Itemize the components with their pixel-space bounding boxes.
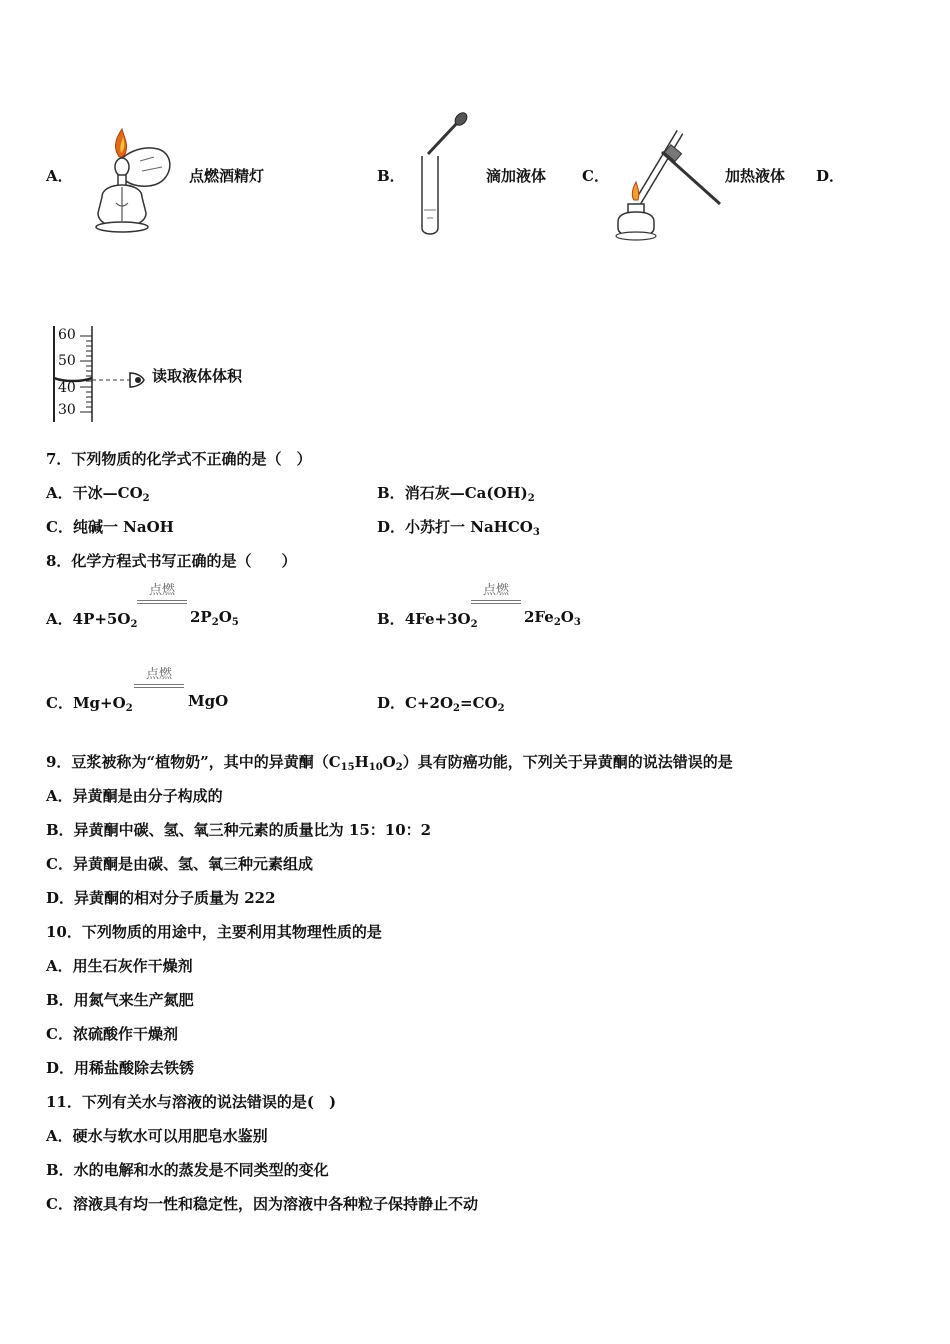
cylinder-tick-50: 50 bbox=[58, 353, 76, 369]
alcohol-lamp-lighting-icon bbox=[82, 127, 182, 235]
q7-stem: 7．下列物质的化学式不正确的是（ ） bbox=[46, 450, 312, 468]
cylinder-tick-60: 60 bbox=[58, 327, 76, 343]
q8-option-c-left: C．$Mg+O_2$ bbox=[46, 694, 133, 714]
q8-option-b-left: B．$4Fe+3O_2$ bbox=[377, 610, 478, 630]
q8-option-c-right: MgO bbox=[188, 692, 229, 710]
q10-option-b: B．用氮气来生产氮肥 bbox=[46, 991, 194, 1009]
q9-option-a: A．异黄酮是由分子构成的 bbox=[46, 787, 223, 805]
q6-option-a-letter: A． bbox=[46, 167, 73, 185]
q9-option-b: B．异黄酮中碳、氢、氧三种元素的质量比为 15：10：2 bbox=[46, 821, 432, 839]
cylinder-tick-40: 40 bbox=[58, 380, 76, 396]
q11-option-b: B．水的电解和水的蒸发是不同类型的变化 bbox=[46, 1161, 329, 1179]
q11-option-a: A．硬水与软水可以用肥皂水鉴别 bbox=[46, 1127, 268, 1145]
q6-option-d-letter: D． bbox=[816, 167, 845, 185]
q10-stem: 10．下列物质的用途中，主要利用其物理性质的是 bbox=[46, 923, 382, 941]
q11-option-c: C．溶液具有均一性和稳定性，因为溶液中各种粒子保持静止不动 bbox=[46, 1195, 478, 1213]
q8-option-c-condition: 点燃 bbox=[134, 668, 184, 688]
heating-test-tube-icon bbox=[608, 124, 724, 242]
q6-option-d-caption: 读取液体体积 bbox=[152, 367, 243, 385]
q9-option-c: C．异黄酮是由碳、氢、氧三种元素组成 bbox=[46, 855, 313, 873]
q9-stem: 9．豆浆被称为“植物奶”，其中的异黄酮$(C_{15}H_{10}O_2)$具有防癌功能，下列关于异黄酮的说法错误的是 bbox=[46, 753, 733, 773]
q8-stem: 8．化学方程式书写正确的是（ ） bbox=[46, 552, 297, 570]
q7-option-a: A．干冰$—CO_2$ bbox=[46, 484, 150, 504]
q6-option-a-caption: 点燃酒精灯 bbox=[189, 167, 265, 185]
q6-option-b-caption: 滴加液体 bbox=[486, 167, 547, 185]
q10-option-d: D．用稀盐酸除去铁锈 bbox=[46, 1059, 195, 1077]
q10-option-c: C．浓硫酸作干燥剂 bbox=[46, 1025, 178, 1043]
q8-option-d: D．$C+2O_2=CO_2$ bbox=[377, 694, 505, 714]
q7-option-c: C．纯碱一 NaOH bbox=[46, 518, 174, 536]
cylinder-tick-30: 30 bbox=[58, 402, 76, 418]
q6-option-b-letter: B． bbox=[377, 167, 405, 185]
q6-option-c-caption: 加热液体 bbox=[725, 167, 786, 185]
q9-option-d: D．异黄酮的相对分子质量为 222 bbox=[46, 889, 276, 907]
q8-option-b-right: $2Fe_2O_3$ bbox=[524, 608, 581, 628]
q8-option-b-condition: 点燃 bbox=[471, 584, 521, 604]
q8-option-a-right: $2P_2O_5$ bbox=[190, 608, 239, 628]
q10-option-a: A．用生石灰作干燥剂 bbox=[46, 957, 193, 975]
dropper-test-tube-icon bbox=[414, 112, 474, 238]
q7-option-d: D．小苏打一 NaHCO$_3$ bbox=[377, 518, 540, 538]
q8-option-a-condition: 点燃 bbox=[137, 584, 187, 604]
q8-option-a-left: A．$4P+5O_2$ bbox=[46, 610, 138, 630]
q6-option-c-letter: C． bbox=[582, 167, 609, 185]
q7-option-b: B．消石灰$—Ca(OH)_2$ bbox=[377, 484, 535, 504]
q11-stem: 11．下列有关水与溶液的说法错误的是( ) bbox=[46, 1093, 337, 1111]
